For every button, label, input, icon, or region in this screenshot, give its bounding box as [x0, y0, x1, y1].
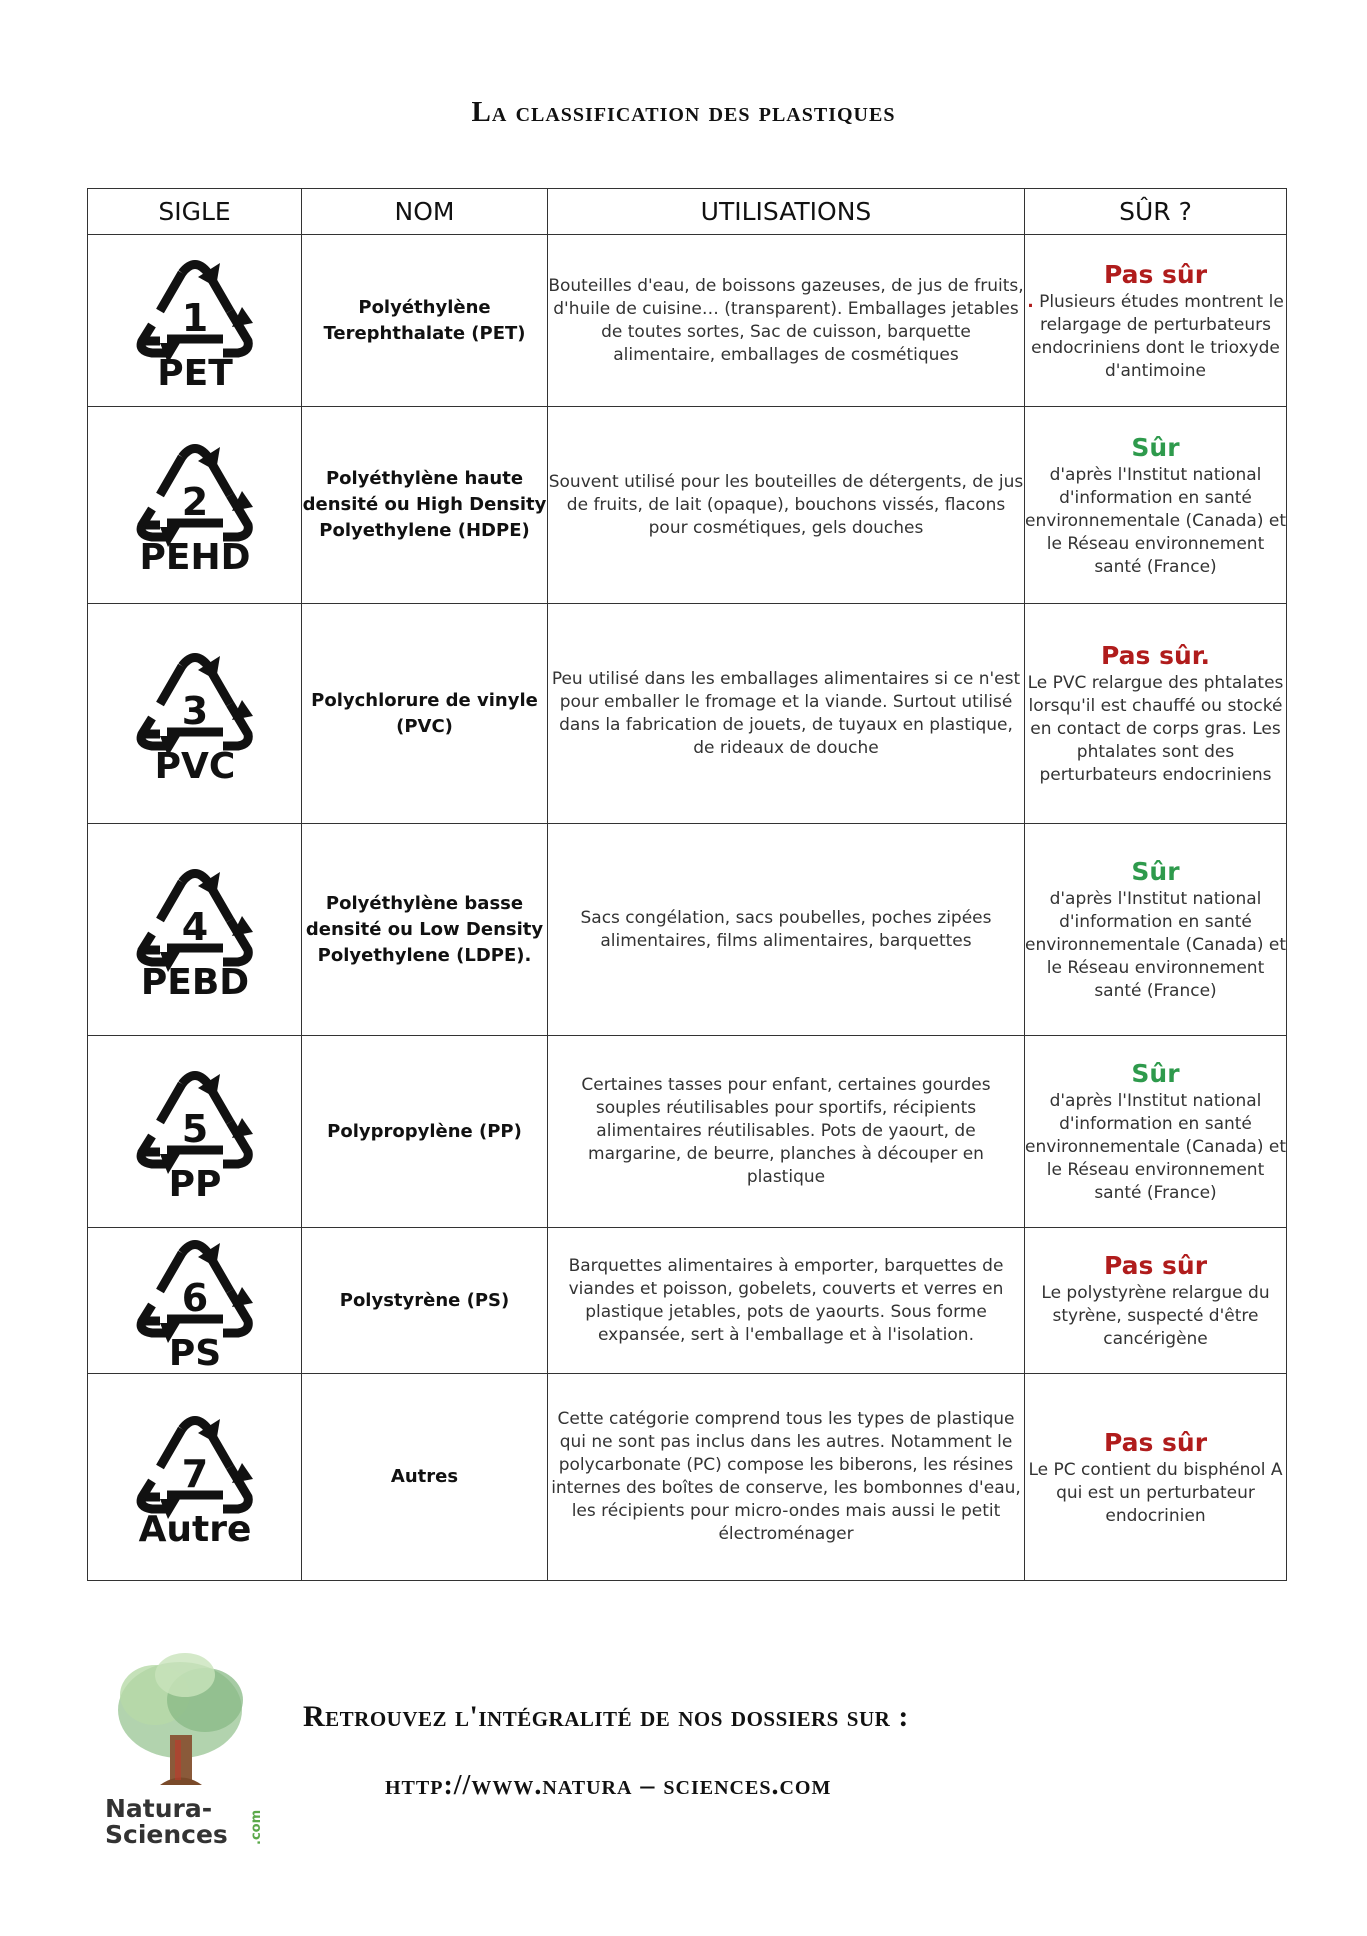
recycling-symbol-icon	[120, 860, 270, 1000]
nom-cell: Autres	[302, 1374, 548, 1581]
recycling-symbol-icon	[120, 1407, 270, 1547]
sur-cell	[1025, 407, 1287, 604]
note-text: Le PC contient du bisphénol A qui est un perturbateur endocrinien	[1028, 1459, 1283, 1526]
sur-cell	[1025, 1036, 1287, 1228]
verdict-safe: Sûr	[1131, 1059, 1180, 1088]
sigle-cell	[88, 1374, 302, 1581]
recycle-code: Autre	[138, 1509, 251, 1547]
logo-text-com: .com	[249, 1809, 264, 1845]
natura-sciences-logo	[100, 1640, 275, 1850]
logo-text-natura: Natura-	[105, 1794, 213, 1823]
utilisations-cell: Barquettes alimentaires à emporter, barquettes de viandes et poisson, gobelets, couverts et verres en plastique jetables, pots de yaourts. Sous forme expansée, sert à l'emballage et à l'isolation.	[548, 1228, 1025, 1374]
table-row	[88, 1036, 1287, 1228]
sigle-cell	[88, 604, 302, 824]
logo-text-sciences: Sciences	[105, 1820, 228, 1849]
recycle-code: PS	[168, 1332, 221, 1371]
recycle-number: 1	[181, 295, 208, 340]
table-row	[88, 1374, 1287, 1581]
utilisations-cell: Bouteilles d'eau, de boissons gazeuses, de jus de fruits, d'huile de cuisine… (transparent). Emballages jetables de toutes sortes, Sac de cuisson, barquette alimentaire, emballages de cosmétiques	[548, 235, 1025, 407]
note-text: Plusieurs études montrent le relargage de perturbateurs endocriniens dont le trioxyde d'antimoine	[1031, 291, 1284, 381]
verdict-note	[1025, 1090, 1286, 1205]
tree-icon	[118, 1653, 243, 1785]
recycling-symbol-icon	[120, 1231, 270, 1371]
verdict-unsafe: Pas sûr	[1103, 1251, 1208, 1280]
table-row	[88, 824, 1287, 1036]
sur-cell	[1025, 1374, 1287, 1581]
utilisations-cell: Sacs congélation, sacs poubelles, poches zipées alimentaires, films alimentaires, barquettes	[548, 824, 1025, 1036]
sur-cell	[1025, 604, 1287, 824]
footer-tagline: Retrouvez l'intégralité de nos dossiers sur :	[303, 1700, 909, 1733]
plastics-table	[87, 188, 1287, 1581]
utilisations-cell: Peu utilisé dans les emballages alimentaires si ce n'est pour emballer le fromage et la viande. Surtout utilisé dans la fabrication de jouets, de tuyaux en plastique, de rideaux de douche	[548, 604, 1025, 824]
table-row	[88, 235, 1287, 407]
table-row	[88, 604, 1287, 824]
sigle-cell	[88, 1036, 302, 1228]
recycle-number: 6	[181, 1275, 208, 1320]
header-sur: SÛR ?	[1025, 189, 1287, 235]
sur-cell	[1025, 1228, 1287, 1374]
recycle-number: 5	[181, 1106, 208, 1151]
recycle-number: 3	[181, 688, 208, 733]
header-nom: NOM	[302, 189, 548, 235]
note-text: Le polystyrène relargue du styrène, suspecté d'être cancérigène	[1041, 1283, 1270, 1349]
verdict-note	[1025, 464, 1286, 579]
sigle-cell	[88, 235, 302, 407]
verdict-safe: Sûr	[1131, 432, 1180, 462]
recycle-code: PVC	[154, 745, 235, 784]
verdict-note	[1025, 1282, 1286, 1351]
verdict-unsafe: Pas sûr	[1103, 1427, 1208, 1457]
sur-cell	[1025, 824, 1287, 1036]
recycling-symbol-icon	[120, 435, 270, 575]
utilisations-cell: Souvent utilisé pour les bouteilles de détergents, de jus de fruits, de lait (opaque), bouchons vissés, flacons pour cosmétiques, gels douches	[548, 407, 1025, 604]
verdict-note	[1025, 672, 1286, 787]
note-text: d'après l'Institut national d'information en santé environnementale (Canada) et le Réseau environnement santé (France)	[1025, 464, 1286, 577]
verdict-note	[1025, 291, 1286, 383]
nom-cell: Polypropylène (PP)	[302, 1036, 548, 1228]
recycle-number: 2	[181, 480, 208, 524]
verdict-note	[1025, 888, 1286, 1003]
recycle-number: 4	[181, 904, 208, 949]
table-row	[88, 1228, 1287, 1374]
recycling-symbol-icon	[120, 1062, 270, 1202]
recycle-code: PP	[168, 1163, 221, 1202]
recycling-symbol-icon	[120, 644, 270, 784]
footer-url-link[interactable]: http://www.natura – sciences.com	[385, 1770, 832, 1801]
header-utilisations: UTILISATIONS	[548, 189, 1025, 235]
nom-cell: Polychlorure de vinyle (PVC)	[302, 604, 548, 824]
table-row	[88, 407, 1287, 604]
utilisations-cell: Cette catégorie comprend tous les types de plastique qui ne sont pas inclus dans les autres. Notamment le polycarbonate (PC) compose les biberons, les résines internes des boîtes de conserve, les bombonnes d'eau, les récipients pour micro-ondes mais aussi le petit électroménager	[548, 1374, 1025, 1581]
nom-cell: Polyéthylène Terephthalate (PET)	[302, 235, 548, 407]
recycle-number: 7	[181, 1452, 208, 1496]
recycle-code: PEBD	[140, 961, 249, 1000]
note-text: d'après l'Institut national d'information en santé environnementale (Canada) et le Réseau environnement santé (France)	[1025, 1091, 1286, 1203]
recycle-code: PEHD	[139, 537, 250, 575]
verdict-unsafe: Pas sûr.	[1100, 641, 1211, 670]
note-bullet: .	[1027, 291, 1034, 312]
table-header-row	[88, 189, 1287, 235]
recycle-code: PET	[156, 352, 233, 391]
sigle-cell	[88, 407, 302, 604]
verdict-unsafe: Pas sûr	[1103, 259, 1208, 289]
header-sigle: SIGLE	[88, 189, 302, 235]
note-text: Le PVC relargue des phtalates lorsqu'il est chauffé ou stocké en contact de corps gras. Les phtalates sont des perturbateurs endocriniens	[1027, 673, 1284, 785]
note-text: d'après l'Institut national d'information en santé environnementale (Canada) et le Réseau environnement santé (France)	[1025, 889, 1286, 1001]
nom-cell: Polyéthylène haute densité ou High Density Polyethylene (HDPE)	[302, 407, 548, 604]
sur-cell	[1025, 235, 1287, 407]
sigle-cell	[88, 1228, 302, 1374]
recycling-symbol-icon	[120, 251, 270, 391]
nom-cell: Polystyrène (PS)	[302, 1228, 548, 1374]
page-title: La classification des plastiques	[471, 96, 896, 128]
verdict-note	[1025, 1459, 1286, 1528]
nom-cell: Polyéthylène basse densité ou Low Density Polyethylene (LDPE).	[302, 824, 548, 1036]
verdict-safe: Sûr	[1131, 857, 1180, 886]
sigle-cell	[88, 824, 302, 1036]
utilisations-cell: Certaines tasses pour enfant, certaines gourdes souples réutilisables pour sportifs, récipients alimentaires réutilisables. Pots de yaourt, de margarine, de beurre, planches à découper en plastique	[548, 1036, 1025, 1228]
